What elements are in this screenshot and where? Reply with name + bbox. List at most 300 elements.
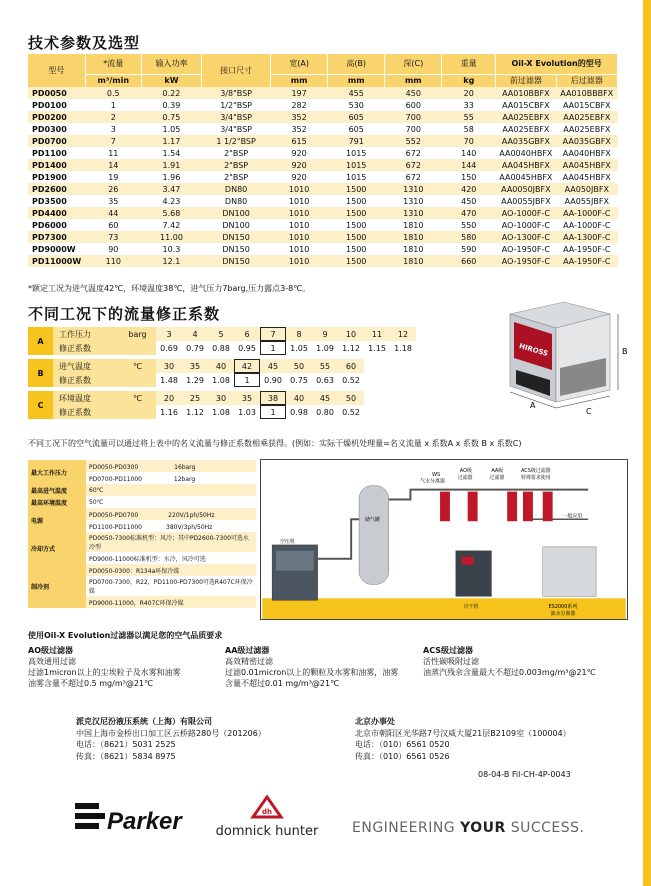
col-flow: *流量 xyxy=(85,54,141,74)
correction-value: 55 xyxy=(312,359,338,373)
feature-value: PD9000-11000，R407C环保冷媒 xyxy=(86,596,256,608)
model-cell: PD0300 xyxy=(28,123,85,135)
spec-cell: 1015 xyxy=(328,159,385,171)
document-number: 08-04-B Fil-CH-4P-0043 xyxy=(478,770,571,779)
spec-row xyxy=(28,111,618,123)
correction-value: 20 xyxy=(156,391,182,405)
spec-cell: AA045HBFX xyxy=(556,171,617,183)
spec-cell: 1010 xyxy=(271,243,328,255)
spec-cell: 530 xyxy=(328,99,385,111)
dryer-brand-label: HIROSS xyxy=(518,342,549,358)
spec-cell: 2"BSP xyxy=(202,147,271,159)
spec-cell: AO-1950F-C xyxy=(496,255,556,267)
spec-cell: 605 xyxy=(328,111,385,123)
col-post-filter: 后过滤器 xyxy=(556,74,617,87)
spec-cell: 352 xyxy=(271,123,328,135)
spec-cell: 11.00 xyxy=(141,231,201,243)
spec-cell: 7 xyxy=(85,135,141,147)
air-quality-acs xyxy=(423,645,596,678)
spec-cell: 660 xyxy=(442,255,496,267)
spec-cell: 7.42 xyxy=(141,219,201,231)
spec-cell: 70 xyxy=(442,135,496,147)
spec-cell: 1810 xyxy=(385,255,442,267)
spec-cell: AA0055JBFX xyxy=(496,195,556,207)
spec-cell: DN100 xyxy=(202,207,271,219)
spec-cell: 580 xyxy=(442,231,496,243)
correction-value: 30 xyxy=(208,391,234,405)
spec-cell: 1500 xyxy=(328,219,385,231)
label-es-sub: 油水分离器 xyxy=(550,611,576,618)
col-height-unit: mm xyxy=(328,74,385,87)
correction-value: 40 xyxy=(286,391,312,405)
spec-cell: 1500 xyxy=(328,195,385,207)
feature-row xyxy=(28,460,256,472)
spec-table xyxy=(28,54,618,267)
feature-label: 冷却方式 xyxy=(28,532,86,564)
correction-row xyxy=(28,327,416,341)
spec-cell: 450 xyxy=(442,195,496,207)
correction-value: 12 xyxy=(390,327,416,341)
correction-unit xyxy=(119,405,156,419)
correction-value: 4 xyxy=(182,327,208,341)
spec-cell: AA-1300F-C xyxy=(556,231,617,243)
correction-group-label: C xyxy=(28,391,53,419)
aq-line: 油蒸汽残余含量最大不超过0.003mg/m³@21℃ xyxy=(423,668,596,677)
spec-cell: 450 xyxy=(385,87,442,99)
aq-line: 含量不超过0.01 mg/m³@21℃ xyxy=(225,679,340,688)
label-acs: ACS级过滤器 xyxy=(521,467,551,474)
features-table xyxy=(28,460,256,608)
model-cell: PD0100 xyxy=(28,99,85,111)
spec-cell: AA-1950F-C xyxy=(556,243,617,255)
correction-value: 1.12 xyxy=(182,405,208,419)
parker-logo xyxy=(75,797,187,839)
spec-cell: 420 xyxy=(442,183,496,195)
spec-cell: 0.39 xyxy=(141,99,201,111)
empty-cell xyxy=(364,405,390,419)
section-title-specs: 技术参数及选型 xyxy=(28,34,141,52)
correction-value: 35 xyxy=(234,391,260,405)
correction-value: 0.52 xyxy=(338,373,364,387)
spec-cell: 1.91 xyxy=(141,159,201,171)
spec-row xyxy=(28,207,618,219)
spec-cell: 1310 xyxy=(385,183,442,195)
spec-cell: AA010BBFX xyxy=(496,87,556,99)
spec-cell: 1500 xyxy=(328,207,385,219)
model-cell: PD11000W xyxy=(28,255,85,267)
correction-value: 1 xyxy=(260,341,286,355)
address-phone: 电话：（8621）5031 2525 xyxy=(76,740,176,749)
label-ws: WS xyxy=(432,471,441,478)
spec-cell: 1015 xyxy=(328,147,385,159)
spec-cell: 1015 xyxy=(328,171,385,183)
spec-cell: AO-1300F-C xyxy=(496,231,556,243)
spec-row xyxy=(28,255,618,267)
spec-cell: 3.47 xyxy=(141,183,201,195)
label-ws-sub: 气水分离器 xyxy=(420,478,445,485)
spec-row xyxy=(28,195,618,207)
spec-cell: 672 xyxy=(385,159,442,171)
address-title: 派克汉尼汾液压系统（上海）有限公司 xyxy=(76,717,212,726)
correction-value: 0.79 xyxy=(182,341,208,355)
aq-line: 高效精密过滤 xyxy=(225,657,273,666)
spec-cell: 44 xyxy=(85,207,141,219)
correction-unit: ℃ xyxy=(119,391,156,405)
spec-cell: 12.1 xyxy=(141,255,201,267)
correction-value: 10 xyxy=(338,327,364,341)
spec-cell: 0.75 xyxy=(141,111,201,123)
correction-row xyxy=(28,373,416,387)
spec-cell: AA045HBFX xyxy=(496,159,556,171)
correction-value: 50 xyxy=(286,359,312,373)
correction-value: 3 xyxy=(156,327,182,341)
empty-cell xyxy=(364,373,390,387)
col-filters: Oil-X Evolution的型号 xyxy=(496,54,618,74)
spec-cell: 1 xyxy=(85,99,141,111)
correction-note: 不同工况下的空气流量可以通过将上表中的名义流量与修正系数相乘获得。(例如：实际干燥机处理量=名义流量 x 系数A x 系数 B x 系数C) xyxy=(28,439,522,448)
model-cell: PD3500 xyxy=(28,195,85,207)
spec-cell: 1500 xyxy=(328,183,385,195)
spec-cell: 1500 xyxy=(328,243,385,255)
correction-value: 30 xyxy=(156,359,182,373)
spec-cell: AA0040HBFX xyxy=(496,147,556,159)
model-cell: PD7300 xyxy=(28,231,85,243)
correction-param-label: 修正系数 xyxy=(53,373,119,387)
spec-cell: AA025EBFX xyxy=(556,111,617,123)
spec-cell: 1010 xyxy=(271,231,328,243)
spec-cell: 2 xyxy=(85,111,141,123)
aq-line: 活性碳吸附过滤 xyxy=(423,657,479,666)
correction-value: 50 xyxy=(338,391,364,405)
feature-value: PD0050-0300：R134a环保冷媒 xyxy=(86,564,256,576)
spec-cell: 55 xyxy=(442,111,496,123)
label-es: ES2000系列 xyxy=(548,604,578,611)
feature-row xyxy=(28,484,256,496)
correction-value: 5 xyxy=(208,327,234,341)
correction-value: 1.12 xyxy=(338,341,364,355)
feature-value: 50℃ xyxy=(86,496,256,508)
domnick-hunter-logo xyxy=(205,795,330,841)
feature-row xyxy=(28,564,256,576)
feature-value: PD1100-PD11000 380V/3ph/50Hz xyxy=(86,520,256,532)
spec-cell: 791 xyxy=(328,135,385,147)
correction-param-label: 环境温度 xyxy=(53,391,119,405)
spec-cell: 1810 xyxy=(385,243,442,255)
spec-cell: 10.3 xyxy=(141,243,201,255)
spec-cell: 1010 xyxy=(271,183,328,195)
correction-value: 1.09 xyxy=(312,341,338,355)
correction-value: 1 xyxy=(260,405,286,419)
spec-cell: 110 xyxy=(85,255,141,267)
dh-mark: dh xyxy=(262,808,272,816)
correction-value: 38 xyxy=(260,391,286,405)
slogan-part1: ENGINEERING xyxy=(352,820,461,836)
spec-cell: 5.68 xyxy=(141,207,201,219)
correction-value: 35 xyxy=(182,359,208,373)
correction-unit: ℃ xyxy=(119,359,156,373)
spec-cell: 282 xyxy=(271,99,328,111)
col-depth: 深(C) xyxy=(385,54,442,74)
spec-row xyxy=(28,171,618,183)
empty-cell xyxy=(390,391,416,405)
correction-value: 42 xyxy=(234,359,260,373)
correction-value: 0.80 xyxy=(312,405,338,419)
spec-cell: AO-1000F-C xyxy=(496,219,556,231)
spec-cell: 920 xyxy=(271,147,328,159)
correction-unit: barg xyxy=(119,327,156,341)
dim-a-label: A xyxy=(530,401,536,410)
correction-value: 1.03 xyxy=(234,405,260,419)
spec-cell: AA025EBFX xyxy=(496,123,556,135)
spec-cell: AA025EBFX xyxy=(556,123,617,135)
spec-cell: 1310 xyxy=(385,207,442,219)
section-title-correction: 不同工况下的流量修正系数 xyxy=(28,305,221,323)
spec-cell: 14 xyxy=(85,159,141,171)
spec-cell: 35 xyxy=(85,195,141,207)
spec-cell: 700 xyxy=(385,123,442,135)
correction-value: 6 xyxy=(234,327,260,341)
feature-value: PD0700-7300，R22，PD1100-PD7300可选R407C环保冷媒 xyxy=(86,576,256,596)
spec-row xyxy=(28,183,618,195)
model-cell: PD4400 xyxy=(28,207,85,219)
spec-cell: 3/4"BSP xyxy=(202,123,271,135)
col-height: 高(B) xyxy=(328,54,385,74)
spec-cell: AA035GBFX xyxy=(556,135,617,147)
feature-label: 最高环境温度 xyxy=(28,496,86,508)
correction-value: 1.08 xyxy=(208,405,234,419)
label-tank: 储气罐 xyxy=(364,517,380,524)
spec-cell: 73 xyxy=(85,231,141,243)
col-weight-unit: kg xyxy=(442,74,496,87)
spec-cell: 3/8"BSP xyxy=(202,87,271,99)
spec-cell: AA-1000F-C xyxy=(556,207,617,219)
correction-param-label: 进气温度 xyxy=(53,359,119,373)
col-weight: 重量 xyxy=(442,54,496,74)
spec-cell: AA055JBFX xyxy=(556,195,617,207)
spec-cell: 2"BSP xyxy=(202,159,271,171)
correction-row xyxy=(28,391,416,405)
correction-value: 1.15 xyxy=(364,341,390,355)
spec-cell: AA015CBFX xyxy=(496,99,556,111)
spec-cell: 590 xyxy=(442,243,496,255)
spec-row xyxy=(28,87,618,99)
correction-table xyxy=(28,327,416,419)
label-general: 一般应用 xyxy=(562,513,583,520)
spec-cell: 19 xyxy=(85,171,141,183)
model-cell: PD0050 xyxy=(28,87,85,99)
spec-cell: AA010BBBFX xyxy=(556,87,617,99)
col-width: 宽(A) xyxy=(271,54,328,74)
feature-value: PD0050-PD0300 16barg xyxy=(86,460,256,472)
correction-value: 25 xyxy=(182,391,208,405)
empty-cell xyxy=(364,359,390,373)
label-dryer: 冷干机 xyxy=(463,604,479,611)
spec-cell: 1.05 xyxy=(141,123,201,135)
address-fax: 传真：（8621）5834 8975 xyxy=(76,751,176,761)
spec-cell: 1.96 xyxy=(141,171,201,183)
correction-param-label: 修正系数 xyxy=(53,341,119,355)
spec-note: *额定工况为进气温度42℃，环境温度38℃，进气压力7barg,压力露点3-8℃。 xyxy=(28,284,311,293)
spec-cell: 1310 xyxy=(385,195,442,207)
correction-value: 0.52 xyxy=(338,405,364,419)
feature-value: PD9000-11000标准机型：水冷，风冷可选 xyxy=(86,552,256,564)
spec-cell: 1.54 xyxy=(141,147,201,159)
spec-cell: AA0045HBFX xyxy=(496,171,556,183)
aq-title: AA级过滤器 xyxy=(225,646,270,655)
col-depth-unit: mm xyxy=(385,74,442,87)
spec-cell: 150 xyxy=(442,171,496,183)
yellow-edge-bar xyxy=(643,0,651,886)
feature-value: PD0700-PD11000 12barg xyxy=(86,472,256,484)
aq-line: 过滤0.01micron以上的颗粒及水雾和油雾，油雾 xyxy=(225,668,399,677)
spec-cell: 20 xyxy=(442,87,496,99)
spec-cell: 1010 xyxy=(271,219,328,231)
parker-wordmark: Parker xyxy=(107,808,182,835)
correction-param-label: 工作压力 xyxy=(53,327,119,341)
spec-row xyxy=(28,99,618,111)
spec-cell: AA040HBFX xyxy=(556,147,617,159)
slogan-part2: YOUR xyxy=(460,820,506,836)
spec-cell: 4.23 xyxy=(141,195,201,207)
correction-value: 1.08 xyxy=(208,373,234,387)
spec-row xyxy=(28,135,618,147)
aq-title: AO级过滤器 xyxy=(28,646,73,655)
spec-cell: 552 xyxy=(385,135,442,147)
spec-cell: 0.5 xyxy=(85,87,141,99)
spec-cell: 144 xyxy=(442,159,496,171)
spec-cell: DN150 xyxy=(202,231,271,243)
feature-row xyxy=(28,508,256,520)
correction-value: 0.63 xyxy=(312,373,338,387)
col-pre-filter: 前过滤器 xyxy=(496,74,556,87)
dim-c-label: C xyxy=(586,407,592,416)
spec-cell: AA015CBFX xyxy=(556,99,617,111)
spec-cell: 60 xyxy=(85,219,141,231)
correction-value: 1 xyxy=(234,373,260,387)
feature-value: PD0050-PD0700 220V/1ph/50Hz xyxy=(86,508,256,520)
label-aa: AA级 xyxy=(491,467,504,474)
spec-cell: 920 xyxy=(271,159,328,171)
model-cell: PD9000W xyxy=(28,243,85,255)
spec-cell: 470 xyxy=(442,207,496,219)
model-cell: PD6000 xyxy=(28,219,85,231)
address-phone: 电话：（010）6561 0520 xyxy=(355,740,450,749)
slogan-part3: SUCCESS. xyxy=(505,820,585,836)
correction-value: 1.16 xyxy=(156,405,182,419)
spec-cell: 1010 xyxy=(271,207,328,219)
correction-row xyxy=(28,405,416,419)
correction-unit xyxy=(119,341,156,355)
col-power: 输入功率 xyxy=(141,54,201,74)
aq-line: 油雾含量不超过0.5 mg/m³@21℃ xyxy=(28,679,153,688)
spec-cell: 1500 xyxy=(328,231,385,243)
spec-row xyxy=(28,243,618,255)
model-cell: PD0200 xyxy=(28,111,85,123)
spec-cell: DN150 xyxy=(202,255,271,267)
col-power-unit: kW xyxy=(141,74,201,87)
feature-row xyxy=(28,532,256,552)
feature-row xyxy=(28,496,256,508)
spec-cell: 605 xyxy=(328,123,385,135)
correction-value: 0.98 xyxy=(286,405,312,419)
address-title: 北京办事处 xyxy=(355,717,395,726)
correction-value: 1.05 xyxy=(286,341,312,355)
correction-value: 45 xyxy=(260,359,286,373)
spec-row xyxy=(28,147,618,159)
aq-title: ACS级过滤器 xyxy=(423,646,473,655)
spec-cell: AA035GBFX xyxy=(496,135,556,147)
system-diagram xyxy=(260,459,628,620)
spec-cell: 2"BSP xyxy=(202,171,271,183)
correction-group-label: A xyxy=(28,327,53,355)
feature-value: PD0050-7300标准机型：风冷；其中PD2600-7300可选水冷型 xyxy=(86,532,256,552)
spec-cell: DN80 xyxy=(202,183,271,195)
correction-value: 45 xyxy=(312,391,338,405)
spec-cell: AA-1000F-C xyxy=(556,219,617,231)
spec-cell: 672 xyxy=(385,171,442,183)
spec-cell: 1010 xyxy=(271,195,328,207)
label-acs-sub: 特殊要求使用 xyxy=(521,474,551,481)
label-ao-sub: 过滤器 xyxy=(457,474,473,481)
spec-cell: AO-1950F-C xyxy=(496,243,556,255)
correction-value: 1.18 xyxy=(390,341,416,355)
spec-cell: 90 xyxy=(85,243,141,255)
correction-value: 60 xyxy=(338,359,364,373)
correction-value: 0.88 xyxy=(208,341,234,355)
spec-cell: 550 xyxy=(442,219,496,231)
correction-value: 7 xyxy=(260,327,286,341)
spec-cell: AA045HBFX xyxy=(556,159,617,171)
address-beijing xyxy=(355,716,571,762)
correction-value: 1.29 xyxy=(182,373,208,387)
model-cell: PD1100 xyxy=(28,147,85,159)
spec-cell: 352 xyxy=(271,111,328,123)
label-aa-sub: 过滤器 xyxy=(489,474,505,481)
feature-value: 60℃ xyxy=(86,484,256,496)
spec-cell: 615 xyxy=(271,135,328,147)
spec-cell: 672 xyxy=(385,147,442,159)
spec-cell: 0.22 xyxy=(141,87,201,99)
col-port: 接口尺寸 xyxy=(202,54,271,87)
spec-cell: 1 1/2"BSP xyxy=(202,135,271,147)
spec-row xyxy=(28,159,618,171)
spec-cell: 600 xyxy=(385,99,442,111)
spec-cell: 3/4"BSP xyxy=(202,111,271,123)
correction-value: 0.90 xyxy=(260,373,286,387)
model-cell: PD1400 xyxy=(28,159,85,171)
feature-label: 电源 xyxy=(28,508,86,532)
spec-cell: 1.17 xyxy=(141,135,201,147)
air-quality-title: 使用Oil-X Evolution过滤器以满足您的空气品质要求 xyxy=(28,631,223,640)
spec-cell: 26 xyxy=(85,183,141,195)
correction-value: 9 xyxy=(312,327,338,341)
spec-cell: 700 xyxy=(385,111,442,123)
spec-cell: AO-1000F-C xyxy=(496,207,556,219)
col-width-unit: mm xyxy=(271,74,328,87)
correction-value: 0.69 xyxy=(156,341,182,355)
feature-label: 最高进气温度 xyxy=(28,484,86,496)
correction-param-label: 修正系数 xyxy=(53,405,119,419)
spec-cell: 1500 xyxy=(328,255,385,267)
address-line: 北京市朝阳区光华路7号汉威大厦21层B2109室（100004） xyxy=(355,728,571,738)
air-quality-aa xyxy=(225,645,398,689)
feature-label: 最大工作压力 xyxy=(28,460,86,484)
spec-cell: 3 xyxy=(85,123,141,135)
spec-cell: 1010 xyxy=(271,255,328,267)
spec-cell: AA025EBFX xyxy=(496,111,556,123)
spec-cell: 11 xyxy=(85,147,141,159)
correction-value: 1.48 xyxy=(156,373,182,387)
